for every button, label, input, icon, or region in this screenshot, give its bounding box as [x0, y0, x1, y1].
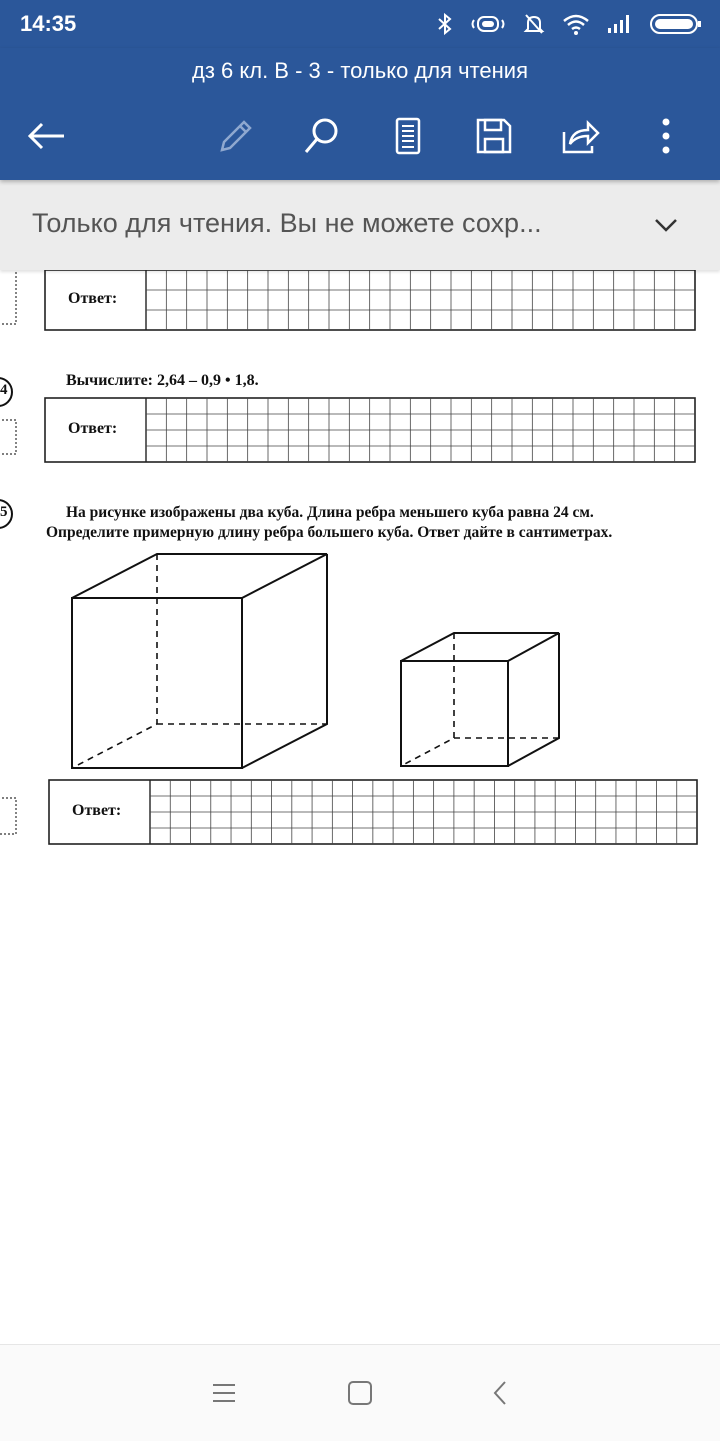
back-button[interactable] [22, 112, 70, 160]
reading-mode-button[interactable] [384, 112, 432, 160]
battery-icon [650, 12, 702, 36]
app-bar [0, 48, 720, 180]
save-button[interactable] [470, 112, 518, 160]
system-back-button[interactable] [480, 1375, 520, 1411]
bluetooth-icon [436, 12, 454, 36]
question-text-line-1: На рисунке изображены два куба. Длина ребра меньшего куба равна 24 см. [66, 504, 594, 521]
share-icon [560, 116, 600, 156]
status-bar [0, 0, 720, 48]
document-title: дз 6 кл. В - 3 - только для чтения [191, 58, 528, 83]
status-icons [436, 10, 702, 38]
wifi-icon [562, 12, 590, 36]
question-number: 4 [0, 382, 8, 398]
alarm-off-icon [522, 12, 546, 36]
signal-icon [606, 12, 634, 36]
share-button[interactable] [556, 112, 604, 160]
save-icon [475, 117, 513, 155]
question-text-line-2: Определите примерную длину ребра большего куба. Ответ дайте в сантиметрах. [46, 524, 613, 541]
answer-label: Ответ: [68, 290, 118, 307]
more-options-button[interactable] [642, 112, 690, 160]
answer-label: Ответ: [68, 420, 118, 437]
system-navigation-bar [0, 1344, 720, 1441]
vibrate-icon [470, 12, 506, 36]
question-text: Вычислите: 2,64 – 0,9 • 1,8. [66, 372, 259, 389]
search-icon [302, 116, 342, 156]
large-cube [72, 554, 327, 768]
document-page [0, 270, 720, 890]
status-time: 14:35 [20, 11, 77, 36]
edit-button[interactable] [212, 112, 260, 160]
search-button[interactable] [298, 112, 346, 160]
back-arrow-icon [26, 120, 66, 152]
more-vert-icon [660, 116, 672, 156]
two-cubes-figure [0, 540, 720, 780]
chevron-down-icon[interactable] [648, 210, 684, 240]
menu-button[interactable] [204, 1375, 244, 1411]
answer-label: Ответ: [72, 802, 122, 819]
home-button[interactable] [340, 1375, 380, 1411]
small-cube [401, 633, 559, 766]
menu-icon [211, 1381, 237, 1405]
question-number: 5 [0, 504, 8, 520]
back-icon [490, 1379, 510, 1407]
reading-mode-icon [393, 116, 423, 156]
banner-text: Только для чтения. Вы не можете сохр... [32, 208, 542, 238]
edit-pencil-icon [216, 116, 256, 156]
home-icon [346, 1379, 374, 1407]
read-only-banner[interactable] [0, 180, 720, 270]
